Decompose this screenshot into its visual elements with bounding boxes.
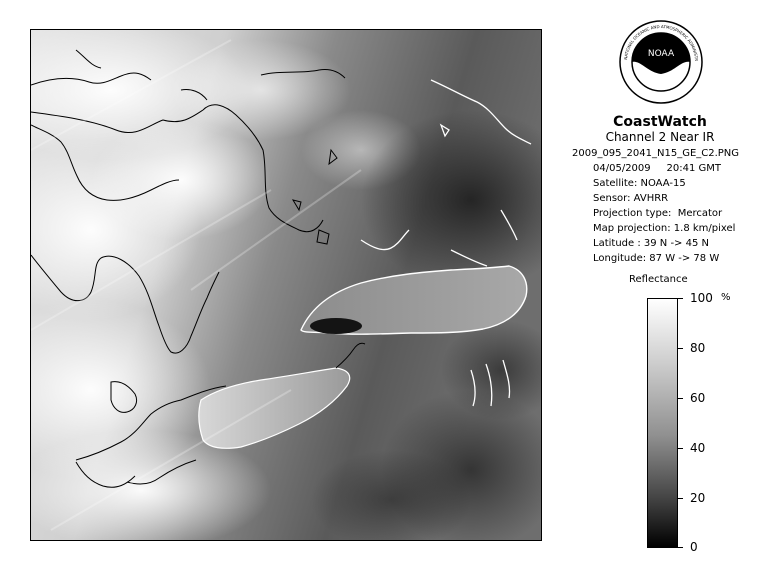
colorbar-tick [678, 448, 683, 449]
noaa-logo [619, 20, 703, 104]
product-title: CoastWatch [613, 114, 707, 130]
colorbar-tick [678, 348, 683, 349]
colorbar-tick-label: 100 [690, 291, 713, 305]
colorbar-title: Reflectance [629, 274, 688, 285]
logo-text: NOAA [647, 49, 675, 59]
lake-dark-patch [310, 318, 362, 334]
logo-ring-text: NATIONAL OCEANIC AND ATMOSPHERIC ADMINISTR [623, 23, 700, 62]
map-projection-label: Map projection: 1.8 km/pixel [593, 223, 736, 234]
filename-label: 2009_095_2041_N15_GE_C2.PNG [572, 148, 740, 159]
colorbar-tick [678, 298, 683, 299]
colorbar-tick [678, 498, 683, 499]
colorbar-tick-label: 60 [690, 391, 706, 405]
colorbar-tick-label: 80 [690, 341, 706, 355]
longitude-label: Longitude: 87 W -> 78 W [593, 253, 720, 264]
satellite-image [31, 30, 542, 541]
colorbar-tick [678, 398, 683, 399]
colorbar-unit: % [721, 292, 731, 303]
colorbar-tick-label: 20 [690, 491, 706, 505]
satellite-image-panel [30, 29, 542, 541]
sensor-label: Sensor: AVHRR [593, 193, 669, 204]
satellite-label: Satellite: NOAA-15 [593, 178, 686, 189]
colorbar-tick-label: 40 [690, 441, 706, 455]
datetime-label: 04/05/2009 20:41 GMT [593, 163, 722, 174]
projection-type-label: Projection type: Mercator [593, 208, 723, 219]
colorbar-tick-label: 0 [690, 540, 698, 554]
channel-label: Channel 2 Near IR [605, 130, 715, 144]
latitude-label: Latitude : 39 N -> 45 N [593, 238, 709, 249]
colorbar [647, 298, 678, 548]
colorbar-tick [678, 547, 683, 548]
